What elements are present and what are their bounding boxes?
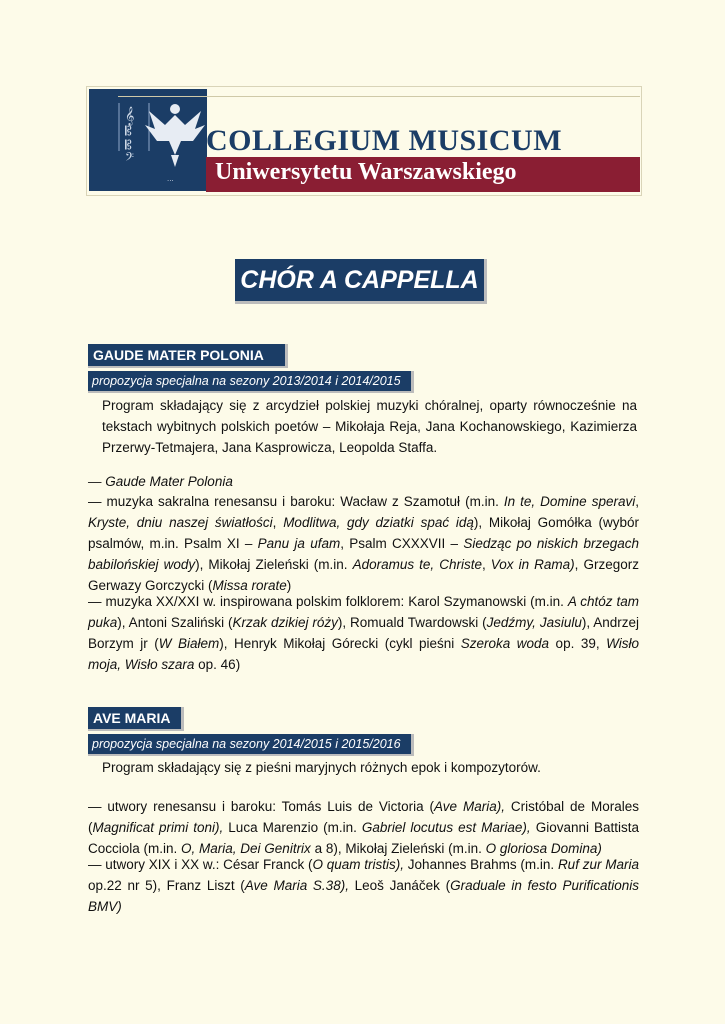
page-title: CHÓR A CAPPELLA (240, 266, 479, 294)
logo (89, 89, 207, 191)
section2-item1: — utwory renesansu i baroku: Tomás Luis de Victoria (Ave Maria), Cristóbal de Morales (Magnificat primi toni), Luca Marenzio (m.in. Gabriel locutus est Mariae), Giovanni Battista Cocciola (m.in. O, Maria, Dei Genitrix a 8), Mikołaj Zieleński (m.in. O gloriosa Domina) (88, 799, 639, 856)
section1-title: GAUDE MATER POLONIA (93, 347, 264, 363)
section1-item3: — muzyka XX/XXI w. inspirowana polskim folklorem: Karol Szymanowski (m.in. A chtóz tam puka), Antoni Szaliński (Krzak dzikiej róży), Romuald Twardowski (Jedźmy, Jasiulu), Andrzej Borzym jr (W Białem), Henryk Mikołaj Górecki (cykl pieśni Szeroka woda op. 39, Wisło moja, Wisło szara op. 46) (88, 594, 640, 672)
svg-text:𝄡: 𝄡 (125, 138, 132, 152)
svg-text:···: ··· (167, 177, 174, 185)
section2-subtitle-box (88, 734, 414, 756)
svg-text:𝄢: 𝄢 (125, 151, 135, 167)
section2-subtitle: propozycja specjalna na sezony 2014/2015 i 2015/2016 (92, 737, 401, 751)
header-rule (118, 96, 640, 97)
header-title: COLLEGIUM MUSICUM (206, 124, 563, 157)
section2-intro: Program składający się z pieśni maryjnych różnych epok i kompozytorów. (102, 760, 541, 775)
section2-title: AVE MARIA (93, 710, 171, 726)
section1-subtitle: propozycja specjalna na sezony 2013/2014 i 2014/2015 (92, 374, 401, 388)
svg-text:𝄞: 𝄞 (125, 106, 135, 125)
svg-text:𝄡: 𝄡 (125, 124, 132, 138)
header-subtitle-bar (206, 157, 640, 192)
section1-intro: Program składający się z arcydzieł polskiej muzyki chóralnej, oparty równocześnie na tekstach wybitnych polskich poetów – Mikołaja Reja, Jana Kochanowskiego, Kazimierza Przerwy-Tetmajera, Jana Kasprowicza, Leopolda Staffa. (102, 398, 637, 455)
header-subtitle: Uniwersytetu Warszawskiego (215, 159, 517, 185)
section2-item2: — utwory XIX i XX w.: César Franck (O quam tristis), Johannes Brahms (m.in. Ruf zur Maria op.22 nr 5), Franz Liszt (Ave Maria S.38), Leoš Janáček (Graduale in festo Purificationis BMV) (88, 857, 640, 914)
section1-subtitle-box (88, 371, 414, 393)
section1-item1: — Gaude Mater Polonia (88, 474, 233, 489)
section2-title-box (88, 707, 184, 731)
page-title-box (235, 259, 487, 304)
section1-title-box (88, 344, 288, 368)
section1-item2: — muzyka sakralna renesansu i baroku: Wacław z Szamotuł (m.in. In te, Domine speravi, Kryste, dniu naszej światłości, Modlitwa, gdy dziatki spać idą), Mikołaj Gomółka (wybór psalmów, m.in. Psalm XI – Panu ja ufam, Psalm CXXXVII – Siedząc po niskich brzegach babilońskiej wody), Mikołaj Zieleński (m.in. Adoramus te, Christe, Vox in Rama), Grzegorz Gerwazy Gorczycki (Missa rorate) (88, 494, 639, 593)
collegium-musicum-eagle-logo-icon (89, 89, 207, 191)
